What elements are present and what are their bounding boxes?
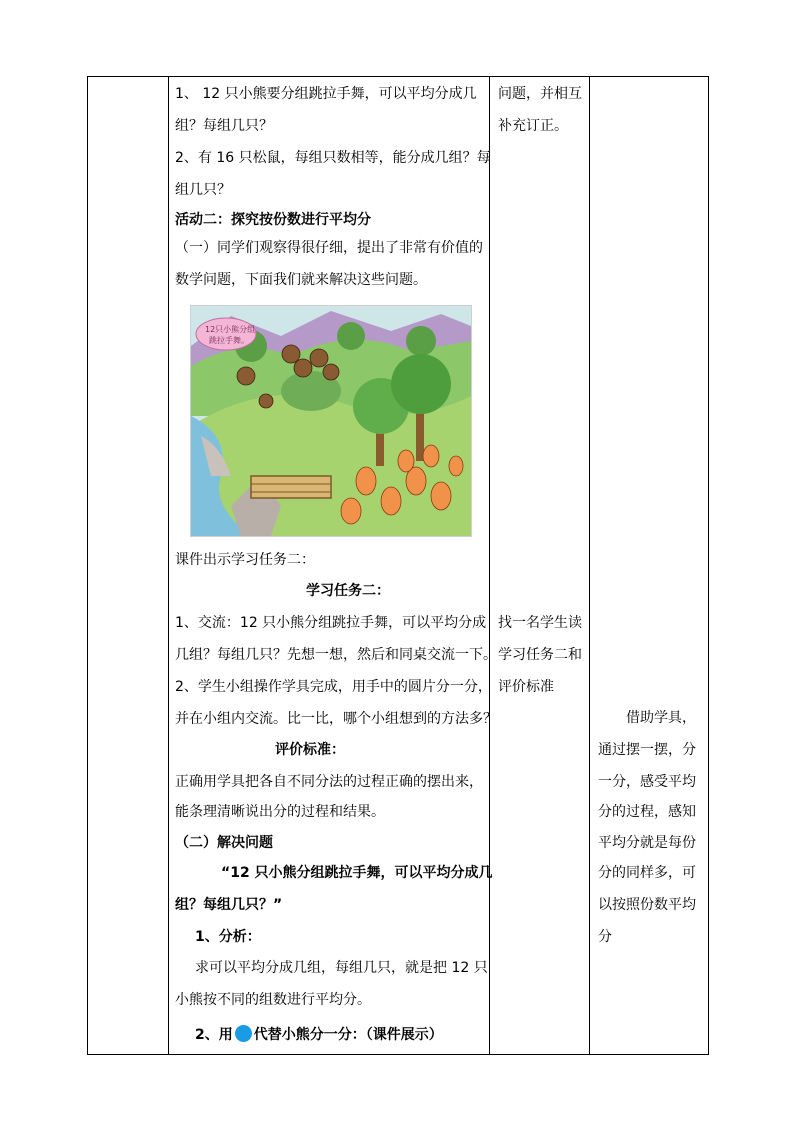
task-2-item-1-line-a: 1、交流：12 只小熊分组跳拉手舞，可以平均分成 [175, 615, 487, 631]
intent-line-7: 以按照份数平均 [598, 897, 696, 913]
question-2-line-b: 组几只？ [175, 182, 231, 198]
step-2-suffix: 代替小熊分一分：（课件展示） [253, 1027, 443, 1043]
intent-line-2: 通过摆一摆，分 [598, 742, 696, 758]
note-line-2: 补充订正。 [498, 118, 568, 134]
forest-scene-svg [191, 306, 471, 536]
evaluation-line-1: 正确用学具把各自不同分法的过程正确的摆出来， [175, 774, 483, 790]
quote-line-a: “12 只小熊分组跳拉手舞，可以平均分成几 [221, 865, 493, 881]
intent-line-4: 分的过程，感知 [598, 804, 696, 820]
note-line-3: 找一名学生读 [498, 615, 582, 631]
show-task-line: 课件出示学习任务二： [175, 552, 315, 568]
task-2-item-2-line-a: 2、学生小组操作学具完成，用手中的圆片分一分， [175, 679, 492, 695]
note-line-4: 学习任务二和 [498, 647, 582, 663]
intent-line-5: 平均分就是每份 [598, 835, 696, 851]
column-4-cell [590, 77, 709, 1055]
analysis-heading: 1、分析： [195, 929, 261, 945]
quote-line-b: 组？每组几只？” [175, 897, 283, 913]
question-1-line-a: 1、 12 只小熊要分组跳拉手舞，可以平均分成几 [175, 86, 477, 102]
task-2-item-1-line-b: 几组？每组几只？先想一想，然后和同桌交流一下。 [175, 647, 497, 663]
forest-illustration [190, 305, 472, 537]
task-2-item-2-line-b: 并在小组内交流。比一比，哪个小组想到的方法多？ [175, 711, 497, 727]
blue-circle-icon [235, 1025, 252, 1042]
bubble-text-line-2: 跳拉手舞。 [209, 336, 249, 345]
intent-line-8: 分 [598, 929, 612, 945]
bubble-text-line-1: 12只小熊分组 [205, 325, 256, 334]
intent-line-6: 分的同样多，可 [598, 865, 696, 881]
note-line-1: 问题，并相互 [498, 86, 582, 102]
evaluation-line-2: 能条理清晰说出分的过程和结果。 [175, 804, 385, 820]
step-2-prefix: 2、用 [195, 1027, 233, 1043]
step-2-line [195, 1025, 443, 1044]
evaluation-title: 评价标准： [275, 742, 345, 758]
intent-line-3: 一分，感受平均 [598, 774, 696, 790]
activity-2-heading: 活动二：探究按份数进行平均分 [175, 212, 371, 228]
question-1-line-b: 组？每组几只？ [175, 118, 273, 134]
question-2-line-a: 2、有 16 只松鼠，每组只数相等，能分成几组？每 [175, 150, 491, 166]
column-3-cell [490, 77, 590, 1055]
lesson-table [87, 76, 709, 1055]
analysis-line-1: 求可以平均分成几组，每组几只，就是把 12 只 [195, 960, 488, 976]
task-2-title: 学习任务二： [306, 583, 390, 599]
paragraph-1-line-b: 数学问题，下面我们就来解决这些问题。 [175, 272, 427, 288]
solve-problem-heading: （二）解决问题 [175, 835, 273, 851]
analysis-line-2: 小熊按不同的组数进行平均分。 [175, 992, 371, 1008]
paragraph-1-line-a: （一）同学们观察得很仔细，提出了非常有价值的 [175, 240, 483, 256]
intent-line-1: 借助学具， [626, 710, 696, 726]
column-2-cell [169, 77, 497, 1055]
note-line-5: 评价标准 [498, 679, 554, 695]
column-1-cell [88, 77, 169, 1055]
